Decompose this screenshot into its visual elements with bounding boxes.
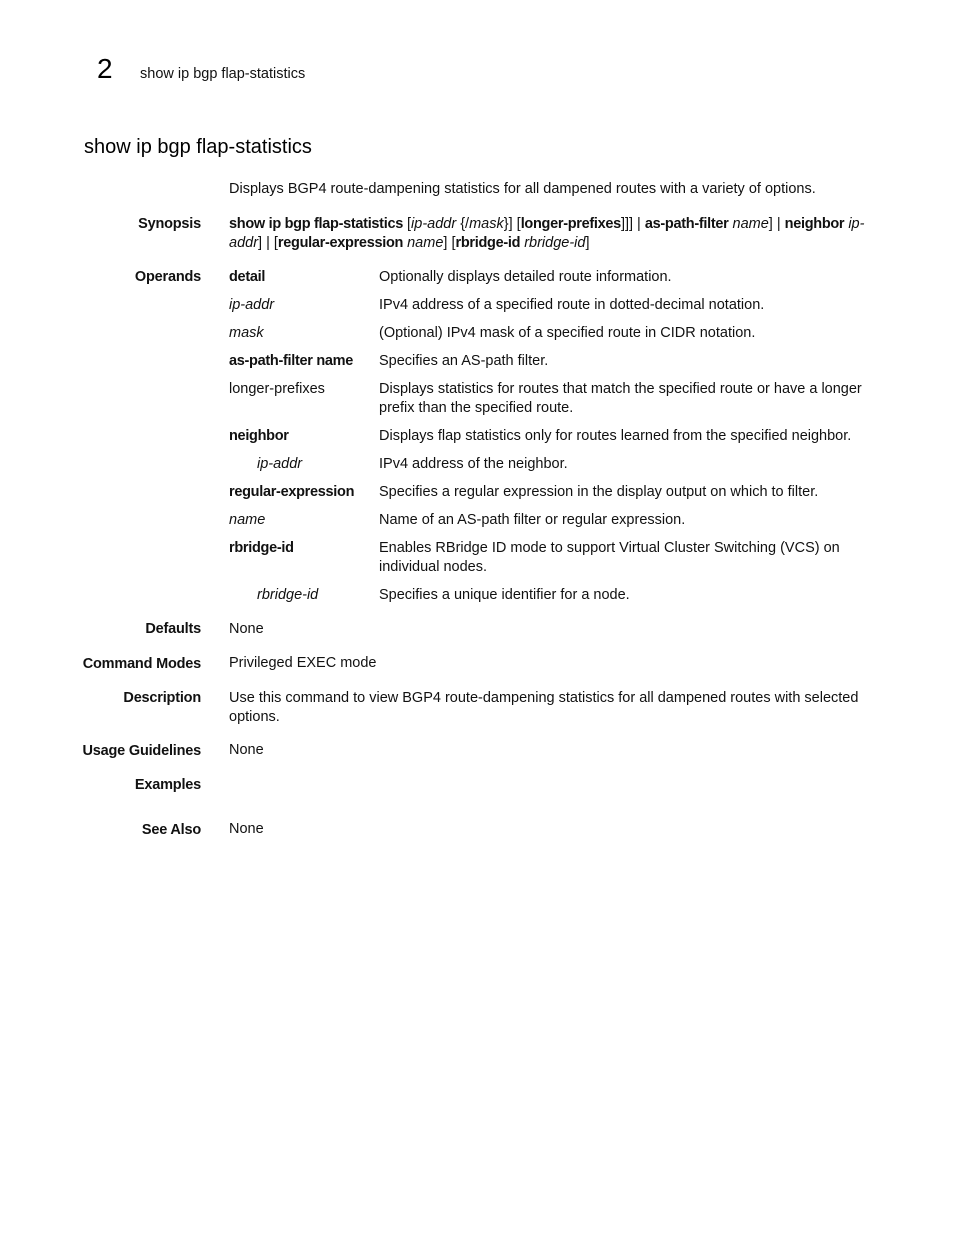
operand-description: Specifies a unique identifier for a node.	[379, 587, 630, 603]
examples-label: Examples	[134, 777, 201, 793]
running-header: show ip bgp flap-statistics	[140, 66, 306, 82]
operand-term: detail	[229, 269, 266, 285]
syn-keyword: regular-expression	[277, 234, 404, 251]
operand-description: Specifies a regular expression in the display output on which to filter.	[379, 484, 819, 500]
syn-part: [	[402, 216, 412, 232]
operand-term: rbridge-id	[229, 540, 294, 556]
operand-term: ip-addr	[229, 297, 275, 313]
syn-part: ]	[585, 234, 590, 251]
operand-description: Optionally displays detailed route information.	[379, 269, 672, 285]
operand-term: rbridge-id	[257, 587, 319, 603]
syn-part: }] [	[503, 216, 521, 232]
operand-description: Enables RBridge ID mode to support Virtual Cluster Switching (VCS) on individual nodes.	[379, 540, 840, 575]
syn-keyword: as-path-filter	[644, 216, 729, 232]
command-summary: Displays BGP4 route-dampening statistics for all dampened routes with a variety of options.	[229, 181, 816, 197]
defaults-label: Defaults	[145, 621, 201, 637]
syn-arg: name	[732, 216, 769, 232]
syn-part: ]]] |	[620, 216, 645, 232]
defaults-value: None	[229, 621, 264, 637]
command-modes-label: Command Modes	[82, 656, 201, 672]
syn-arg: ip-addr	[411, 216, 457, 232]
operand-term: neighbor	[229, 428, 289, 444]
synopsis-text	[229, 215, 879, 252]
page-title: show ip bgp flap-statistics	[84, 136, 312, 158]
syn-arg: rbridge-id	[524, 234, 586, 251]
see-also-value: None	[229, 821, 264, 837]
syn-arg: name	[407, 234, 444, 251]
usage-guidelines-label: Usage Guidelines	[82, 743, 201, 759]
synopsis-label: Synopsis	[138, 216, 201, 232]
syn-part: {/	[456, 216, 470, 232]
chapter-number: 2	[97, 53, 113, 84]
syn-arg: ip-addr	[229, 216, 865, 251]
operand-term: longer-prefixes	[229, 381, 325, 397]
operand-term: mask	[229, 325, 264, 341]
operand-description: Specifies an AS-path filter.	[379, 353, 549, 369]
operand-description: IPv4 address of the neighbor.	[379, 456, 568, 472]
syn-part: ] | [	[258, 234, 278, 251]
syn-keyword: rbridge-id	[455, 234, 521, 251]
operand-description: Displays statistics for routes that match the specified route or have a longer prefix than the specified route.	[379, 381, 862, 416]
syn-keyword: longer-prefixes	[520, 216, 621, 232]
syn-keyword: neighbor	[784, 216, 845, 232]
description-label: Description	[123, 690, 201, 706]
see-also-label: See Also	[141, 822, 201, 838]
operand-description: Name of an AS-path filter or regular expression.	[379, 512, 686, 528]
syn-part: ] |	[768, 216, 785, 232]
syn-command: show ip bgp flap-statistics	[229, 216, 403, 232]
operand-term: as-path-filter name	[229, 353, 354, 369]
syn-part: ] [	[443, 234, 456, 251]
operand-description: IPv4 address of a specified route in dotted-decimal notation.	[379, 297, 765, 313]
usage-guidelines-value: None	[229, 742, 264, 758]
syn-arg: mask	[469, 216, 504, 232]
operand-description: (Optional) IPv4 mask of a specified route in CIDR notation.	[379, 325, 756, 341]
operand-description: Displays flap statistics only for routes learned from the specified neighbor.	[379, 428, 852, 444]
operand-term: name	[229, 512, 266, 528]
description-text: Use this command to view BGP4 route-dampening statistics for all dampened routes with selected options.	[229, 690, 859, 725]
operand-term: ip-addr	[257, 456, 303, 472]
operand-term: regular-expression	[229, 484, 355, 500]
command-modes-value: Privileged EXEC mode	[229, 655, 377, 671]
operands-label: Operands	[134, 269, 201, 285]
